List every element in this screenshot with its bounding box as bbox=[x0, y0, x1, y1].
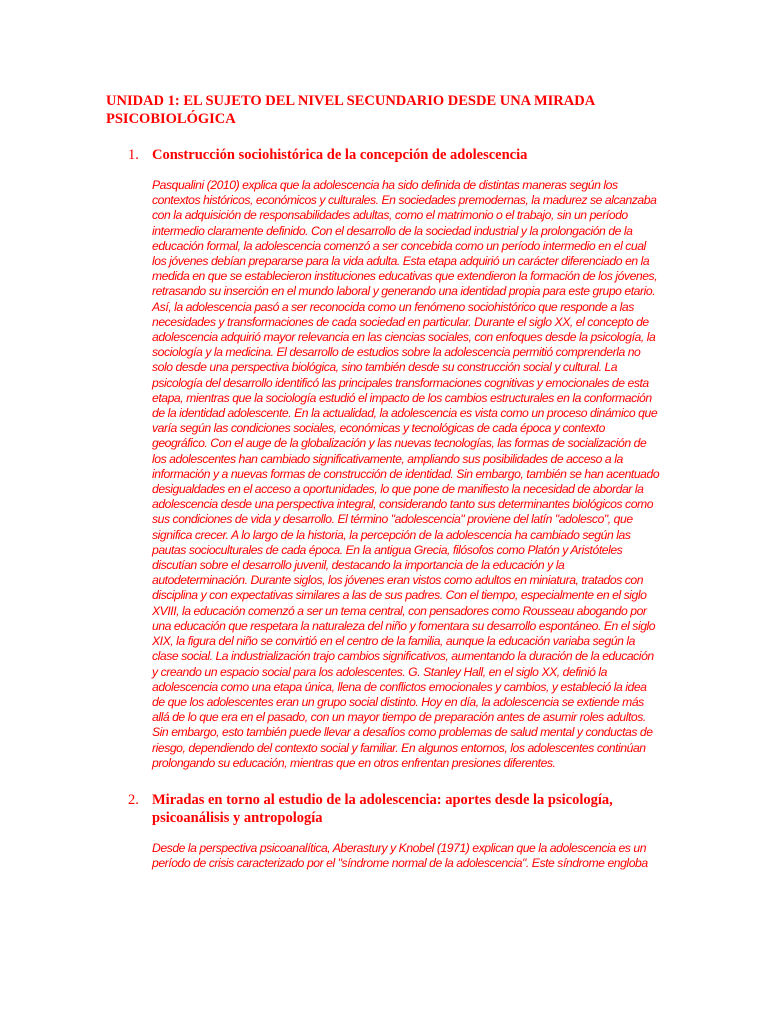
section-1-body: Pasqualini (2010) explica que la adolescencia ha sido definida de distintas maneras según los contextos históricos, económicos y culturales. En sociedades premodernas, la madurez se alcanzaba con la adquisición de responsabilidades adultas, como el matrimonio o el trabajo, sin un período intermedio claramente definido. Con el desarrollo de la sociedad industrial y la prolongación de la educación formal, la adolescencia comenzó a ser concebida como un período intermedio en el cual los jóvenes debían prepararse para la vida adulta. Esta etapa adquirió un carácter diferenciado en la medida en que se establecieron instituciones educativas que extendieron la formación de los jóvenes, retrasando su inserción en el mundo laboral y generando una identidad propia para este grupo etario. Así, la adolescencia pasó a ser reconocida como un fenómeno sociohistórico que responde a las necesidades y transformaciones de cada sociedad en particular. Durante el siglo XX, el concepto de adolescencia adquirió mayor relevancia en las ciencias sociales, con enfoques desde la psicología, la sociología y la medicina. El desarrollo de estudios sobre la adolescencia permitió comprenderla no solo desde una perspectiva biológica, sino también desde su construcción social y cultural. La psicología del desarrollo identificó las principales transformaciones cognitivas y emocionales de esta etapa, mientras que la sociología estudió el impacto de los cambios estructurales en la conformación de la identidad adolescente. En la actualidad, la adolescencia es vista como un proceso dinámico que varía según las condiciones sociales, económicas y tecnológicas de cada época y contexto geográfico. Con el auge de la globalización y las nuevas tecnologías, las formas de socialización de los adolescentes han cambiado significativamente, ampliando sus posibilidades de acceso a la información y a nuevas formas de construcción de identidad. Sin embargo, también se han acentuado desigualdades en el acceso a oportunidades, lo que pone de manifiesto la necesidad de abordar la adolescencia desde una perspectiva integral, considerando tanto sus determinantes biológicos como sus condiciones de vida y desarrollo. El término "adolescencia" proviene del latín "adolesco", que significa crecer. A lo largo de la historia, la percepción de la adolescencia ha cambiado según las pautas socioculturales de cada época. En la antigua Grecia, filósofos como Platón y Aristóteles discutían sobre el desarrollo juvenil, destacando la importancia de la educación y la autodeterminación. Durante siglos, los jóvenes eran vistos como adultos en miniatura, tratados con disciplina y con expectativas similares a las de sus padres. Con el tiempo, especialmente en el siglo XVIII, la educación comenzó a ser un tema central, con pensadores como Rousseau abogando por una educación que respetara la naturaleza del niño y fomentara su desarrollo espontáneo. En el siglo XIX, la figura del niño se convirtió en el centro de la familia, aunque la educación variaba según la clase social. La industrialización trajo cambios significativos, aumentando la duración de la educación y creando un espacio social para los adolescentes. G. Stanley Hall, en el siglo XX, definió la adolescencia como una etapa única, llena de conflictos emocionales y cambios, y estableció la idea de que los adolescentes eran un grupo social distinto. Hoy en día, la adolescencia se extiende más allá de lo que era en el pasado, con un mayor tiempo de preparación antes de asumir roles adultos. Sin embargo, esto también puede llevar a desafíos como problemas de salud mental y conductas de riesgo, dependiendo del contexto social y familiar. En algunos entornos, los adolescentes continúan prolongando su educación, mientras que en otros enfrentan presiones diferentes. bbox=[152, 178, 660, 770]
section-1-number: 1. bbox=[128, 147, 139, 163]
section-2-number: 2. bbox=[128, 791, 139, 808]
section-2 bbox=[106, 791, 662, 871]
section-1 bbox=[106, 146, 662, 771]
section-2-title: Miradas en torno al estudio de la adolescencia: aportes desde la psicología, psicoanálisis y antropología bbox=[152, 791, 613, 826]
section-1-title: Construcción sociohistórica de la concepción de adolescencia bbox=[152, 147, 528, 163]
unit-title: UNIDAD 1: EL SUJETO DEL NIVEL SECUNDARIO DESDE UNA MIRADA PSICOBIOLÓGICA bbox=[106, 93, 595, 127]
section-2-body: Desde la perspectiva psicoanalítica, Aberastury y Knobel (1971) explican que la adolescencia es un período de crisis caracterizado por el "síndrome normal de la adolescencia". Este síndrome engloba bbox=[152, 840, 648, 871]
section-1-heading bbox=[106, 146, 662, 164]
section-2-heading bbox=[106, 791, 662, 827]
